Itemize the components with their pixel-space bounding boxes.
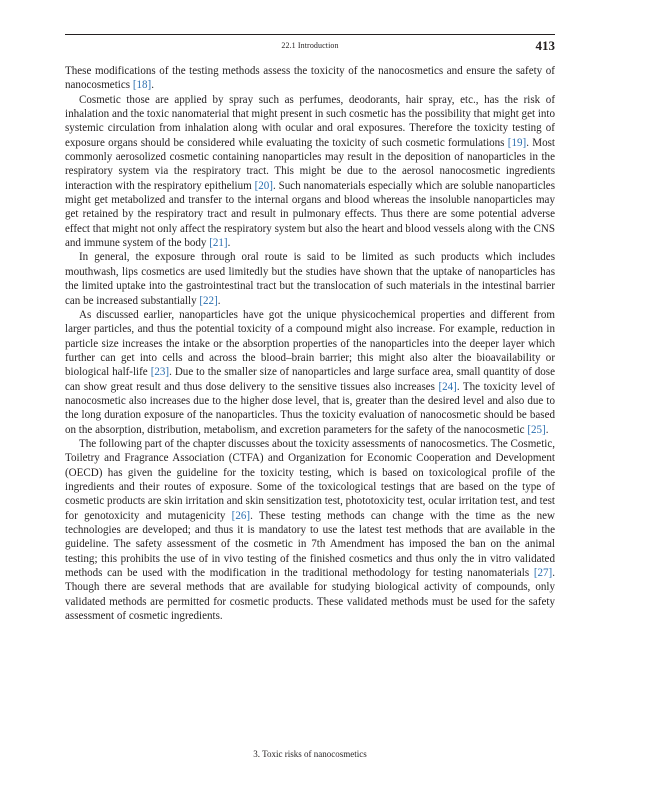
paragraph — [65, 93, 555, 251]
citation-link[interactable]: [20] — [254, 179, 273, 192]
citation-link[interactable]: [24] — [438, 380, 457, 393]
paragraph-text: . — [217, 294, 221, 307]
citation-link[interactable]: [26] — [231, 509, 251, 522]
paragraph-text: . — [545, 423, 549, 436]
citation-link[interactable]: [18] — [132, 79, 152, 92]
paragraph-text: . Most commonly aerosolized cosmetic containing nanoparticles may result in the deposition of nanoparticles in the respiratory system via the respiratory tract. This might be due to the aerosol nanocosmetic ingredients interaction with the respiratory epithelium — [65, 136, 555, 192]
citation-link[interactable]: [27] — [533, 567, 553, 580]
citation-link[interactable]: [22] — [199, 294, 218, 307]
paragraph-text: . Due to the smaller size of nanoparticles and large surface area, small quantity of dose can show great result and thus dose delivery to the sensitive tissues also increases — [65, 366, 556, 393]
paragraph-text: As discussed earlier, nanoparticles have got the unique physicochemical properties and different from larger particles, and thus the potential toxicity of a compound might also increase. For example, reduction in particle size increases the intake or the absorption properties of the nanoparticles into the deeper layer which further can get into cells and across the blood–brain barrier; this might also alter the bioavailability or biological half-life — [65, 308, 555, 379]
paragraph-text: The following part of the chapter discusses about the toxicity assessments of nanocosmetics. The Cosmetic, Toiletry and Fragrance Association (CTFA) and Organization for Economic Cooperation and Development (OECD) has given the guideline for the toxicity testing, which is based on toxicological profile of the ingredients and their routes of exposure. Some of the toxicological testings that are based on the type of cosmetic products are skin irritation and skin sensitization test, phototoxicity test, ocular irritation test, and test for genotoxicity and mutagenicity — [65, 437, 555, 522]
paragraph-text: . The toxicity level of nanocosmetic also increases due to the higher dose level, that is, greater than the desired level and also due to the long duration exposure of the nanoparticles. Thus the toxicity evaluation of nanocosmetic should be based on the absorption, distribution, metabolism, and excretion parameters for the safety of the nanocosmetic — [65, 380, 555, 436]
paragraph — [65, 250, 555, 307]
paragraph — [65, 64, 555, 93]
citation-link[interactable]: [25] — [527, 423, 546, 436]
paragraph — [65, 437, 555, 623]
citation-link[interactable]: [23] — [150, 366, 170, 379]
paragraph-text: These modifications of the testing methods assess the toxicity of the nanocosmetics and ensure the safety of nanocosmetics — [65, 65, 555, 92]
footer-part-title: 3. Toxic risks of nanocosmetics — [253, 749, 367, 759]
paragraph-text: In general, the exposure through oral route is said to be limited as such products which includes mouthwash, lips cosmetics are used limitedly but the studies have shown that the uptake of nanoparticles has the limited uptake into the gastrointestinal tract but the translocation of such materials in the intestinal barrier can be increased substantially — [65, 251, 555, 307]
body-text — [65, 64, 555, 623]
page-number: 413 — [535, 38, 555, 53]
citation-link[interactable]: [21] — [209, 237, 228, 250]
paragraph-text: Cosmetic those are applied by spray such as perfumes, deodorants, hair spray, etc., has the risk of inhalation and the toxic nanomaterial that might present in such cosmetic has the possibility that might get into systemic circulation from inhalation along with ocular and oral exposures. Therefore the toxicity testing of exposure organs should be considered while evaluating the toxicity of such cosmetic formulations — [65, 93, 555, 149]
paragraph-text: . Such nanomaterials especially which are soluble nanoparticles might get metabolized and transfer to the internal organs and blood whereas the insoluble nanoparticles may get retained by the respiratory tract and result in pulmonary effects. Thus there are some potential adverse effect that might not only affect the respiratory system but also the heart and blood vessels along with the CNS and immune system of the body — [65, 179, 555, 250]
paragraph-text: . These testing methods can change with the time as the new technologies are developed; and thus it is mandatory to use the latest test methods that are available in the guideline. The safety assessment of the cosmetic in 7th Amendment has imposed the ban on the animal testing; this prohibits the use of in vivo testing of the finished cosmetics and thus only the in vitro validated methods can be used with the modification in the traditional methodology for testing nanomaterials — [65, 509, 555, 580]
running-head — [65, 38, 555, 54]
paragraph — [65, 308, 555, 437]
citation-link[interactable]: [19] — [507, 136, 527, 149]
paragraph-text: . — [227, 237, 231, 250]
header-rule — [65, 34, 555, 35]
paragraph-text: . — [151, 79, 154, 92]
paragraph-text: . Though there are several methods that are available for studying biological activity of compounds, only validated methods are permitted for cosmetic products. These validated methods must be used for the safety assessment of cosmetic ingredients. — [65, 567, 555, 623]
running-head-section: 22.1 Introduction — [281, 41, 339, 50]
